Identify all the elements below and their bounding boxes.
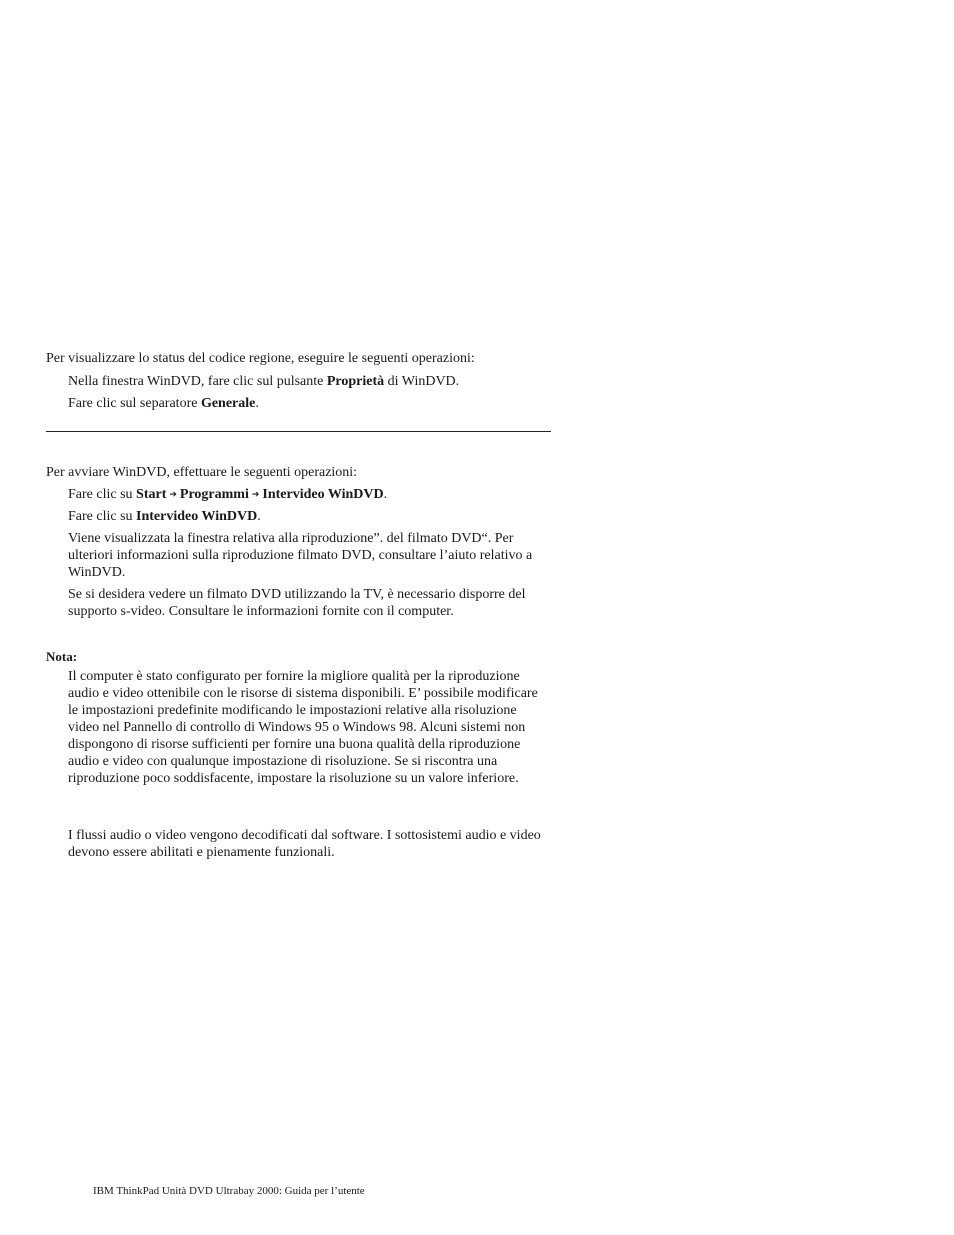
step-text: . [383,487,388,502]
properties-button-ref: Proprietà [326,374,385,389]
section-divider [46,431,551,432]
start-step-click-intervideo [68,508,550,525]
note-item-resolution: Il computer è stato configurato per fornire la migliore qualità per la riproduzione audio e video ottenibile con le risorse di sistema disponibili. E’ possibile modificare le impostazioni predefinite modificando le impostazioni relative alla risoluzione video nel Pannello di controllo di Windows 95 o Windows 98. Alcuni sistemi non dispongono di risorse sufficienti per fornire una buona qualità della riproduzione audio e video con qualunque impostazione di risoluzione. Se si riscontra una riproduzione poco soddisfacente, impostare la risoluzione su un valore inferiore. [68,669,538,786]
step-text: . [257,509,261,524]
arrow-right-icon: ➔ [169,490,177,500]
start-menu-ref: Start [136,487,167,502]
intervideo-ref: Intervideo WinDVD [136,509,258,524]
page-footer: IBM ThinkPad Unità DVD Ultrabay 2000: Guida per l’utente [93,1185,365,1197]
step-text: Fare clic su [68,509,137,524]
arrow-right-icon: ➔ [251,490,260,500]
step-text: Fare clic sul separatore [68,396,201,411]
note-item-decoding: I flussi audio o video vengono decodificati dal software. I sottosistemi audio e video devono essere abilitati e pienamente funzionali. [68,828,541,860]
intervideo-menu-ref: Intervideo WinDVD [262,487,384,502]
general-tab-ref: Generale [200,396,256,411]
region-code-intro: Per visualizzare lo status del codice regione, eseguire le seguenti operazioni: [46,351,475,366]
region-step-properties [68,373,550,390]
start-step-playback-window: Viene visualizzata la finestra relativa alla riproduzione”. del filmato DVD“. Per ulteriori informazioni sulla riproduzione filmato DVD, consultare l’aiuto relativo a WinDVD. [68,531,533,580]
note-label: Nota: [46,649,78,664]
programs-menu-ref: Programmi [179,487,249,502]
start-step-tv-svideo: Se si desidera vedere un filmato DVD utilizzando la TV, è necessario disporre del supporto s-video. Consultare le informazioni fornite con il computer. [68,587,526,619]
step-text: Fare clic su [68,487,137,502]
region-step-general-tab [68,395,550,412]
step-text: . [255,396,259,411]
step-text: di WinDVD. [384,374,460,389]
start-step-menu-path [68,486,550,505]
start-windvd-intro: Per avviare WinDVD, effettuare le seguenti operazioni: [46,465,358,480]
step-text: Nella finestra WinDVD, fare clic sul pulsante [68,374,327,389]
